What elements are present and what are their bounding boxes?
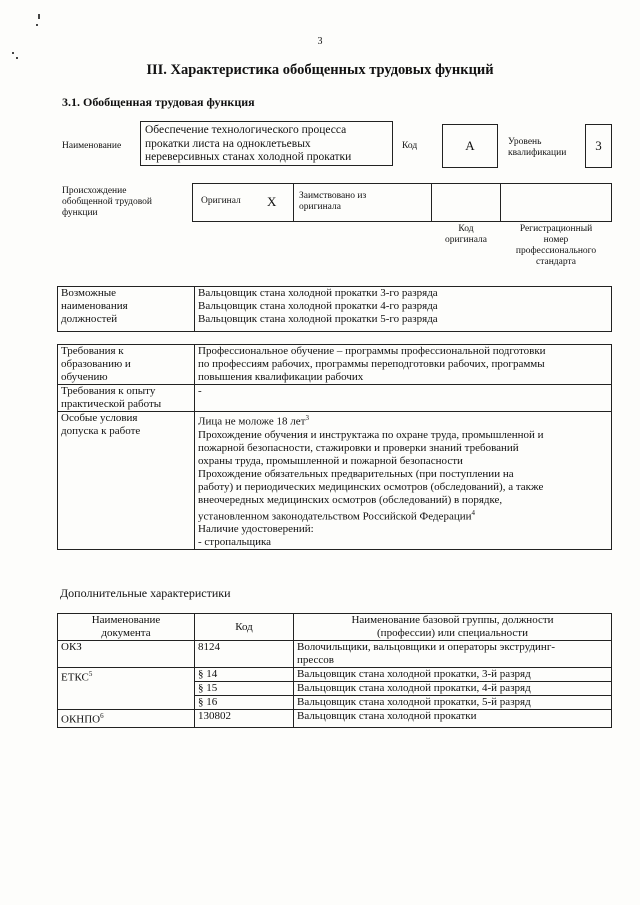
code-cell: § 14: [195, 668, 294, 682]
code-value: А: [442, 124, 498, 168]
doc-cell: [58, 710, 195, 728]
caption-line: номер: [543, 235, 569, 245]
req-line: -: [198, 385, 202, 397]
doc-text: ЕТКС: [61, 671, 89, 684]
origin-label-line: обобщенной трудовой: [62, 197, 152, 207]
req-label-line: допуска к работе: [61, 425, 141, 437]
req-line: работу) и периодических медицинских осмотров (обследований), а также: [198, 480, 544, 493]
positions-label-line: должностей: [61, 313, 118, 325]
req-value: [195, 345, 612, 385]
req-line: охраны труда, промышленной и пожарной безопасности: [198, 454, 463, 467]
doc-cell: ОКЗ: [58, 641, 195, 668]
scan-speck: [36, 24, 38, 26]
header-line: (профессии) или специальности: [377, 627, 528, 639]
footnote-mark: 5: [88, 670, 93, 678]
req-label-line: обучению: [61, 371, 108, 383]
original-mark: Х: [267, 194, 277, 209]
footnote-mark: 4: [471, 508, 475, 517]
caption-line: Код: [458, 224, 474, 234]
additional-table: [57, 613, 612, 728]
function-name-line: нереверсивных станах холодной прокатки: [145, 151, 352, 163]
table-row: [58, 412, 612, 550]
original-label: Оригинал: [201, 196, 241, 206]
caption-line: Регистрационный: [519, 224, 593, 234]
scan-speck: [38, 14, 40, 19]
name-cell: Вальцовщик стана холодной прокатки: [294, 710, 612, 728]
requirements-table: [57, 344, 612, 550]
req-line: Прохождение обязательных предварительных (при поступлении на: [198, 467, 514, 480]
function-name-box: [140, 121, 393, 166]
level-label-line: Уровень: [508, 137, 542, 147]
req-line: внеочередных медицинских осмотров (обследований) в порядке,: [198, 493, 503, 506]
req-label-line: Требования к опыту: [61, 385, 156, 397]
header-line: Наименование: [91, 614, 161, 626]
code-original-caption: [430, 224, 502, 246]
positions-label: [58, 287, 195, 332]
position-item: Вальцовщик стана холодной прокатки 3-го разряда: [198, 287, 438, 299]
name-line: прессов: [297, 654, 335, 666]
header-line: Код: [235, 620, 253, 633]
code-cell: § 16: [195, 696, 294, 710]
header-line: документа: [101, 627, 151, 639]
function-name-line: Обеспечение технологического процесса: [145, 124, 347, 136]
origin-label-line: Происхождение: [62, 186, 127, 196]
positions-label-line: наименования: [61, 300, 128, 312]
caption-line: профессионального: [515, 246, 597, 256]
header-cell: [58, 614, 195, 641]
name-cell: [294, 641, 612, 668]
req-line: по профессиям рабочих, программы переподготовки рабочих, программы: [198, 358, 545, 370]
req-line: Профессиональное обучение – программы профессиональной подготовки: [198, 345, 546, 357]
req-value: [195, 385, 612, 412]
req-label-line: практической работы: [61, 398, 162, 410]
positions-values: [195, 287, 612, 332]
footnote-mark: 6: [100, 712, 104, 720]
req-line: [198, 507, 608, 524]
name-cell: Вальцовщик стана холодной прокатки, 3-й разряд: [294, 668, 612, 682]
subsection-title: 3.1. Обобщенная трудовая функция: [62, 95, 255, 109]
doc-text: ОКНПО: [61, 713, 101, 726]
page-number: 3: [317, 36, 323, 47]
req-line: - стропальщика: [198, 536, 272, 549]
table-row: [58, 710, 612, 728]
req-line: пожарной безопасности, стажировки и проверки знаний требований: [198, 441, 519, 454]
origin-table: [192, 183, 612, 222]
section-title: III. Характеристика обобщенных трудовых функций: [146, 62, 494, 78]
name-cell: Вальцовщик стана холодной прокатки, 4-й разряд: [294, 682, 612, 696]
position-item: Вальцовщик стана холодной прокатки 5-го разряда: [198, 313, 438, 325]
req-line: [198, 412, 608, 429]
table-row: [58, 668, 612, 682]
function-name-line: прокатки листа на одноклетьевых: [145, 137, 311, 150]
code-label: Код: [402, 141, 418, 151]
req-line: повышения квалификации рабочих: [198, 371, 364, 383]
table-row: [58, 385, 612, 412]
borrowed-label-line: Заимствовано из: [299, 191, 367, 201]
origin-label-line: функции: [62, 208, 98, 218]
level-label: [508, 137, 566, 159]
header-line: Наименование базовой группы, должности: [351, 614, 554, 626]
name-line: Волочильщики, вальцовщики и операторы экструдинг-: [297, 641, 555, 653]
req-value: [195, 412, 612, 550]
table-header-row: [58, 614, 612, 641]
req-label: [58, 385, 195, 412]
req-line: Прохождение обучения и инструктажа по охране труда, промышленной и: [198, 428, 544, 441]
table-row: [58, 345, 612, 385]
positions-table: [57, 286, 612, 332]
table-row: [58, 641, 612, 668]
req-label-line: Особые условия: [61, 412, 138, 424]
code-cell: 130802: [195, 710, 294, 728]
req-line-text: Лица не моложе 18 лет: [198, 415, 306, 428]
borrowed-label-line: оригинала: [299, 202, 341, 212]
level-value: 3: [585, 124, 612, 168]
code-cell: 8124: [195, 641, 294, 668]
scan-speck: [12, 52, 14, 54]
reg-number-caption: [500, 224, 612, 268]
code-cell: § 15: [195, 682, 294, 696]
caption-line: стандарта: [536, 257, 576, 267]
origin-label: [62, 186, 152, 219]
req-label-line: образованию и: [61, 358, 131, 370]
footnote-mark: 3: [305, 414, 309, 422]
scan-speck: [16, 57, 18, 59]
doc-cell: [58, 668, 195, 710]
req-label: [58, 412, 195, 550]
header-cell: [294, 614, 612, 641]
positions-label-line: Возможные: [61, 287, 116, 299]
level-label-line: квалификации: [508, 148, 567, 158]
name-cell: Вальцовщик стана холодной прокатки, 5-й разряд: [294, 696, 612, 710]
header-cell: [195, 614, 294, 641]
req-label: [58, 345, 195, 385]
name-label: Наименование: [62, 141, 122, 151]
req-line-text: установленном законодательством Российской Федерации: [198, 510, 472, 523]
position-item: Вальцовщик стана холодной прокатки 4-го разряда: [198, 300, 438, 312]
additional-title: Дополнительные характеристики: [60, 586, 231, 600]
req-label-line: Требования к: [61, 345, 124, 357]
borrowed-label: [299, 191, 366, 213]
caption-line: оригинала: [445, 235, 487, 245]
req-line: Наличие удостоверений:: [198, 523, 314, 536]
